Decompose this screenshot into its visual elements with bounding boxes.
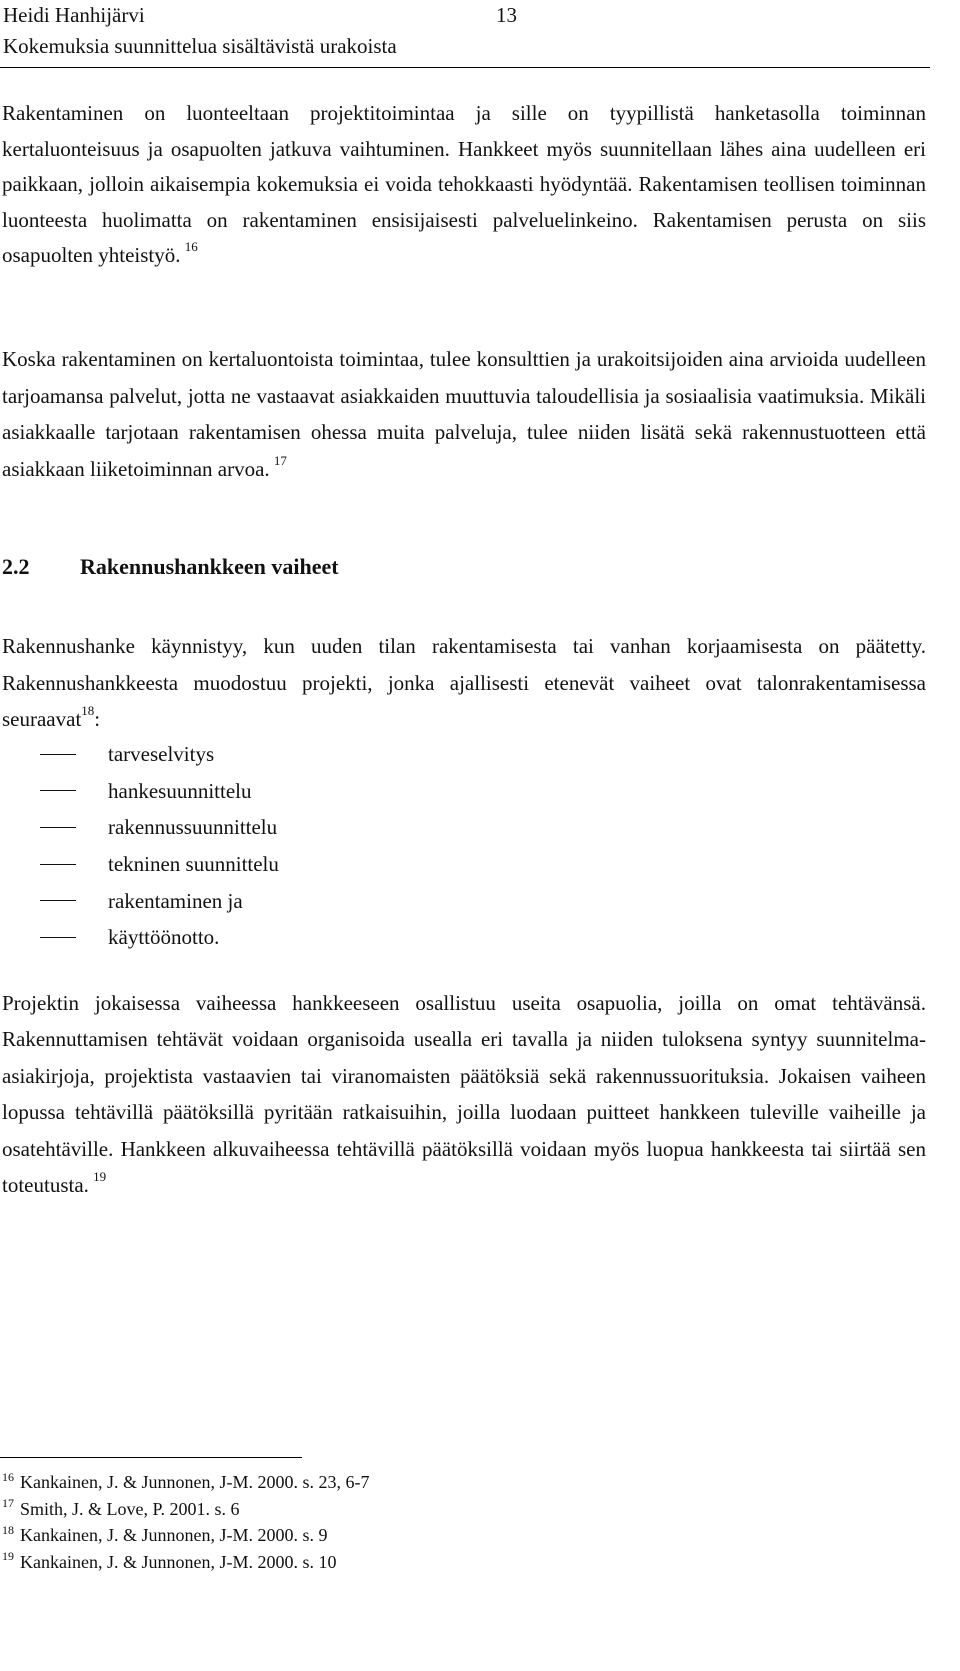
phase-label: käyttöönotto. [108, 925, 220, 950]
header-rule [0, 67, 930, 68]
section-number: 2.2 [2, 554, 30, 579]
dash-bullet [40, 754, 76, 755]
phase-label: hankesuunnittelu [108, 778, 252, 803]
list-item [40, 919, 279, 956]
paragraph-1-text: Rakentaminen on luonteeltaan projektitoimintaa ja sille on tyypillistä hanketasolla toiminnan kertaluonteisuus ja osapuolten jatkuva vaihtuminen. Hankkeet myös suunnitellaan lähes aina uudelleen eri paikkaan, jolloin aikaisempia kokemuksia ei voida tehokkaasti hyödyntää. Rakentamisen teollisen toiminnan luonteesta huolimatta on rakentaminen ensisijaisesti palveluelinkeino. Rakentamisen perusta on siis osapuolten yhteistyö. [2, 101, 926, 268]
footnote [2, 1550, 369, 1577]
footnote-number: 16 [2, 1469, 14, 1484]
footnote-text: Kankainen, J. & Junnonen, J-M. 2000. s. 10 [20, 1551, 337, 1572]
footnote-number: 18 [2, 1522, 14, 1537]
list-item [40, 736, 279, 773]
footnote [2, 1497, 369, 1524]
footnote [2, 1470, 369, 1497]
footnote-number: 17 [2, 1496, 14, 1511]
footnote-ref-19: 19 [93, 1168, 107, 1184]
paragraph-4-text: Projektin jokaisessa vaiheessa hankkeeseen osallistuu useita osapuolia, joilla on omat tehtävänsä. Rakennuttamisen tehtävät voidaan organisoida usealla eri tavalla ja niiden tuloksena syntyy suunnitelma-asiakirjoja, projektista vastaavien tai viranomaisten päätöksiä sekä rakennussuorituksia. Jokaisen vaiheen lopussa tehtävillä päätöksillä pyritään ratkaisuihin, joilla luodaan puitteet hankkeen tuleville vaiheille ja osatehtäville. Hankkeen alkuvaiheessa tehtävillä päätöksillä voidaan myös luopua hankkeesta tai siirtää sen toteutusta. [2, 991, 926, 1198]
footnote-number: 19 [2, 1549, 14, 1564]
list-item [40, 809, 279, 846]
page-number: 13 [496, 3, 517, 27]
phase-list [40, 736, 279, 956]
dash-bullet [40, 864, 76, 865]
paragraph-3-text: Rakennushanke käynnistyy, kun uuden tilan rakentamisesta tai vanhan korjaamisesta on päätetty. Rakennushankkeesta muodostuu projekti, jonka ajallisesti etenevät vaiheet ovat talonrakentamisessa seuraavat [2, 634, 926, 731]
dash-bullet [40, 827, 76, 828]
footnote [2, 1523, 369, 1550]
header-title: Kokemuksia suunnittelua sisältävistä urakoista [3, 34, 397, 58]
phase-label: rakennussuunnittelu [108, 815, 278, 840]
footnote-text: Kankainen, J. & Junnonen, J-M. 2000. s. 9 [20, 1525, 328, 1545]
paragraph-3-colon: : [94, 707, 101, 731]
dash-bullet [40, 790, 76, 791]
footnotes [2, 1470, 369, 1576]
footnote-ref-17: 17 [273, 452, 287, 468]
paragraph-2 [2, 341, 926, 487]
phase-label: tekninen suunnittelu [108, 852, 279, 877]
paragraph-1 [2, 96, 926, 274]
list-item [40, 846, 279, 883]
list-item [40, 773, 279, 810]
phase-label: rakentaminen ja [108, 888, 243, 913]
paragraph-4 [2, 985, 926, 1203]
section-heading [2, 552, 339, 582]
paragraph-3 [2, 628, 926, 738]
footnote-text: Smith, J. & Love, P. 2001. s. 6 [20, 1498, 240, 1519]
dash-bullet [40, 900, 76, 901]
header-author: Heidi Hanhijärvi [3, 3, 145, 27]
list-item [40, 882, 279, 919]
footnote-ref-18: 18 [81, 702, 95, 718]
footnote-text: Kankainen, J. & Junnonen, J-M. 2000. s. 23, 6-7 [20, 1472, 370, 1492]
section-title: Rakennushankkeen vaiheet [80, 554, 339, 579]
paragraph-2-text: Koska rakentaminen on kertaluontoista toimintaa, tulee konsulttien ja urakoitsijoiden aina arvioida uudelleen tarjoamansa palvelut, jotta ne vastaavat asiakkaiden muuttuvia taloudellisia ja sosiaalisia vaatimuksia. Mikäli asiakkaalle tarjotaan rakentamisen ohessa muita palveluja, tulee niiden lisätä sekä rakennustuotteen että asiakkaan liiketoiminnan arvoa. [2, 347, 926, 481]
dash-bullet [40, 937, 76, 938]
footnote-ref-16: 16 [184, 239, 198, 255]
footnote-separator [0, 1457, 302, 1458]
phase-label: tarveselvitys [108, 742, 215, 767]
